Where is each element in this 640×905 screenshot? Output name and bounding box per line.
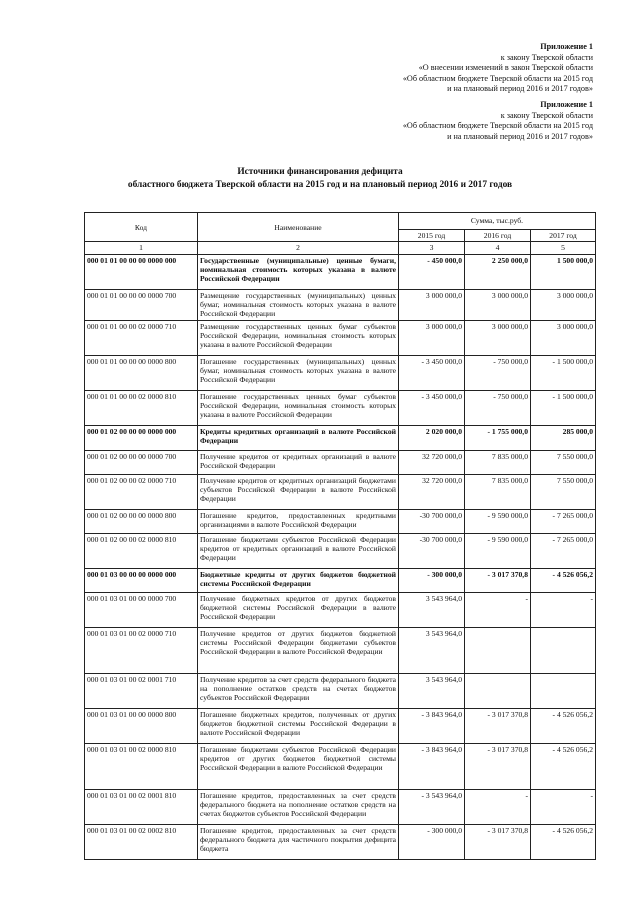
row-value-2017: - (531, 789, 596, 824)
row-name: Получение бюджетных кредитов от других бюджетов бюджетной системы Российской Федерации в валюте Российской Федерации (198, 592, 399, 627)
appendix-title: Приложение 1 (540, 42, 593, 51)
appendix-line: и на плановый период 2016 и 2017 годов» (447, 84, 593, 94)
header-name: Наименование (198, 213, 399, 242)
row-name: Получение кредитов от кредитных организаций в валюте Российской Федерации (198, 450, 399, 474)
row-value-2015: - 300 000,0 (399, 568, 465, 592)
table-row (85, 509, 596, 533)
table-row (85, 355, 596, 390)
row-value-2016: - 1 755 000,0 (465, 425, 531, 450)
row-name: Погашение кредитов, предоставленных за счет средств федерального бюджета на пополнение остатков средств на счетах бюджетов субъектов Российской Федерации (198, 789, 399, 824)
table-row (85, 320, 596, 355)
row-value-2015: 3 543 964,0 (399, 592, 465, 627)
row-code: 000 01 03 01 00 00 0000 800 (85, 708, 198, 743)
row-value-2017: 285 000,0 (531, 425, 596, 450)
row-value-2017: 1 500 000,0 (531, 254, 596, 289)
appendix-line: к закону Тверской области (500, 52, 593, 62)
row-code: 000 01 01 00 00 02 0000 710 (85, 320, 198, 355)
table-row (85, 673, 596, 708)
row-name: Кредиты кредитных организаций в валюте Российской Федерации (198, 425, 399, 450)
row-value-2015: 3 000 000,0 (399, 320, 465, 355)
row-name: Получение кредитов от кредитных организаций бюджетами субъектов Российской Федерации в валюте Российской Федерации (198, 474, 399, 509)
row-value-2015: -30 700 000,0 (399, 533, 465, 568)
row-name: Погашение государственных ценных бумаг субъектов Российской Федерации, номинальная стоимость которых указана в валюте Российской Федерации (198, 390, 399, 425)
table-row (85, 289, 596, 320)
row-value-2016: - 3 017 370,8 (465, 743, 531, 789)
document-title (0, 166, 640, 192)
row-value-2017: 7 550 000,0 (531, 474, 596, 509)
row-code: 000 01 02 00 00 02 0000 710 (85, 474, 198, 509)
row-value-2015: 32 720 000,0 (399, 474, 465, 509)
header-2017: 2017 год (531, 230, 596, 242)
row-code: 000 01 03 01 00 02 0001 710 (85, 673, 198, 708)
table-row (85, 789, 596, 824)
row-value-2016: - 750 000,0 (465, 390, 531, 425)
row-value-2015: 3 543 964,0 (399, 627, 465, 673)
row-value-2016: - 3 017 370,8 (465, 568, 531, 592)
row-value-2017: 3 000 000,0 (531, 289, 596, 320)
table-row (85, 592, 596, 627)
table-row (85, 708, 596, 743)
row-name: Получение кредитов от других бюджетов бюджетной системы Российской Федерации бюджетами субъектов Российской Федерации в валюте Российской Федерации (198, 627, 399, 673)
row-value-2015: - 3 543 964,0 (399, 789, 465, 824)
row-value-2016: - 750 000,0 (465, 355, 531, 390)
header-sum: Сумма, тыс.руб. (399, 213, 596, 230)
row-value-2016: 3 000 000,0 (465, 320, 531, 355)
row-value-2016: - 9 590 000,0 (465, 509, 531, 533)
table-row (85, 627, 596, 673)
row-value-2015: - 450 000,0 (399, 254, 465, 289)
row-code: 000 01 03 01 00 02 0000 710 (85, 627, 198, 673)
row-value-2016: - 3 017 370,8 (465, 708, 531, 743)
row-code: 000 01 02 00 00 00 0000 800 (85, 509, 198, 533)
row-value-2016 (465, 673, 531, 708)
row-value-2016: - 3 017 370,8 (465, 824, 531, 859)
column-number: 3 (399, 242, 465, 254)
table-row (85, 425, 596, 450)
table-row (85, 450, 596, 474)
appendix-line: «Об областном бюджете Тверской области на 2015 год (402, 73, 593, 83)
row-value-2017: 3 000 000,0 (531, 320, 596, 355)
row-value-2017 (531, 673, 596, 708)
row-code: 000 01 03 00 00 00 0000 000 (85, 568, 198, 592)
table-row (85, 533, 596, 568)
appendix-line: «Об областном бюджете Тверской области на 2015 год (402, 121, 593, 131)
row-value-2017: 7 550 000,0 (531, 450, 596, 474)
row-value-2016: - (465, 789, 531, 824)
deficit-sources-table (84, 212, 596, 860)
row-value-2017: - 7 265 000,0 (531, 533, 596, 568)
row-value-2015: - 3 450 000,0 (399, 390, 465, 425)
row-value-2017: - 1 500 000,0 (531, 355, 596, 390)
appendix-line: и на плановый период 2016 и 2017 годов» (447, 131, 593, 141)
row-name: Погашение кредитов, предоставленных кредитными организациями в валюте Российской Федерации (198, 509, 399, 533)
row-value-2017: - 4 526 056,2 (531, 568, 596, 592)
column-number: 4 (465, 242, 531, 254)
row-value-2016: 7 835 000,0 (465, 450, 531, 474)
row-value-2017: - 4 526 056,2 (531, 743, 596, 789)
table-row (85, 254, 596, 289)
row-name: Размещение государственных ценных бумаг субъектов Российской Федерации, номинальная стоимость которых указана в валюте Российской Федерации (198, 320, 399, 355)
row-code: 000 01 01 00 00 00 0000 000 (85, 254, 198, 289)
row-name: Бюджетные кредиты от других бюджетов бюджетной системы Российской Федерации (198, 568, 399, 592)
row-name: Погашение кредитов, предоставленных за счет средств федерального бюджета для частичного покрытия дефицита бюджета (198, 824, 399, 859)
column-number: 1 (85, 242, 198, 254)
table-row (85, 390, 596, 425)
column-number: 5 (531, 242, 596, 254)
row-value-2015: - 3 843 964,0 (399, 743, 465, 789)
table-row (85, 824, 596, 859)
row-code: 000 01 01 00 00 02 0000 810 (85, 390, 198, 425)
appendix-line: к закону Тверской области (500, 110, 593, 120)
appendix-line: «О внесении изменений в закон Тверской области (418, 63, 593, 73)
header-2015: 2015 год (399, 230, 465, 242)
row-value-2015: - 300 000,0 (399, 824, 465, 859)
row-value-2017 (531, 627, 596, 673)
row-name: Получение кредитов за счет средств федерального бюджета на пополнение остатков средств на счетах бюджетов субъектов Российской Федерации (198, 673, 399, 708)
row-value-2015: - 3 450 000,0 (399, 355, 465, 390)
appendix-header-1 (403, 42, 593, 95)
table-row (85, 474, 596, 509)
row-code: 000 01 01 00 00 00 0000 700 (85, 289, 198, 320)
header-code: Код (85, 213, 198, 242)
appendix-title: Приложение 1 (540, 100, 593, 109)
title-line-2: областного бюджета Тверской области на 2015 год и на плановый период 2016 и 2017 годов (127, 180, 513, 190)
row-value-2015: 3 000 000,0 (399, 289, 465, 320)
row-value-2016: 2 250 000,0 (465, 254, 531, 289)
row-value-2017: - 7 265 000,0 (531, 509, 596, 533)
table-row (85, 568, 596, 592)
row-value-2017: - 4 526 056,2 (531, 824, 596, 859)
row-code: 000 01 02 00 00 02 0000 810 (85, 533, 198, 568)
row-value-2017: - (531, 592, 596, 627)
row-name: Погашение государственных (муниципальных) ценных бумаг, номинальная стоимость которых указана в валюте Российской Федерации (198, 355, 399, 390)
row-value-2016: - 9 590 000,0 (465, 533, 531, 568)
row-code: 000 01 01 00 00 00 0000 800 (85, 355, 198, 390)
row-value-2017: - 4 526 056,2 (531, 708, 596, 743)
row-value-2016 (465, 627, 531, 673)
row-value-2015: 2 020 000,0 (399, 425, 465, 450)
row-value-2015: 3 543 964,0 (399, 673, 465, 708)
row-code: 000 01 03 01 00 02 0000 810 (85, 743, 198, 789)
title-line-1: Источники финансирования дефицита (237, 167, 403, 177)
header-2016: 2016 год (465, 230, 531, 242)
row-name: Погашение бюджетами субъектов Российской Федерации кредитов от других бюджетов бюджетной системы Российской Федерации в валюте Российской Федерации (198, 743, 399, 789)
row-value-2016: - (465, 592, 531, 627)
row-code: 000 01 03 01 00 00 0000 700 (85, 592, 198, 627)
appendix-header-2 (403, 100, 593, 142)
row-name: Государственные (муниципальные) ценные бумаги, номинальная стоимость которых указана в валюте Российской Федерации (198, 254, 399, 289)
row-code: 000 01 02 00 00 00 0000 000 (85, 425, 198, 450)
row-name: Погашение бюджетных кредитов, полученных от других бюджетов бюджетной системы Российской Федерации в валюте Российской Федерации (198, 708, 399, 743)
row-value-2015: -30 700 000,0 (399, 509, 465, 533)
row-value-2016: 7 835 000,0 (465, 474, 531, 509)
row-value-2015: - 3 843 964,0 (399, 708, 465, 743)
row-value-2016: 3 000 000,0 (465, 289, 531, 320)
row-name: Погашение бюджетами субъектов Российской Федерации кредитов от кредитных организаций в валюте Российской Федерации (198, 533, 399, 568)
row-name: Размещение государственных (муниципальных) ценных бумаг, номинальная стоимость которых указана в валюте Российской Федерации (198, 289, 399, 320)
column-number: 2 (198, 242, 399, 254)
row-value-2017: - 1 500 000,0 (531, 390, 596, 425)
row-value-2015: 32 720 000,0 (399, 450, 465, 474)
row-code: 000 01 03 01 00 02 0001 810 (85, 789, 198, 824)
row-code: 000 01 03 01 00 02 0002 810 (85, 824, 198, 859)
row-code: 000 01 02 00 00 00 0000 700 (85, 450, 198, 474)
table-row (85, 743, 596, 789)
